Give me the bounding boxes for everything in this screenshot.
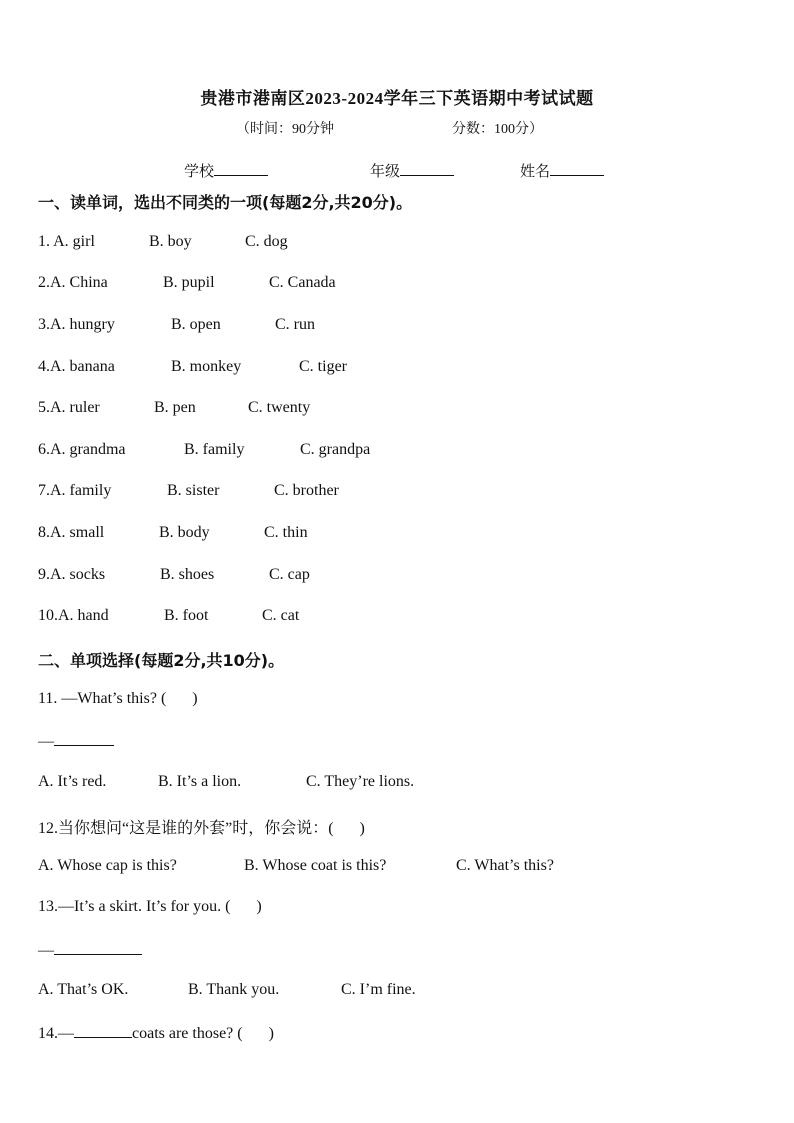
option-a: A. That’s OK. [38, 981, 129, 998]
option-c: C. They’re lions. [306, 773, 415, 790]
grade-blank [400, 161, 454, 176]
question-stem-text: 13.—It’s a skirt. It’s for you. ( [38, 898, 231, 915]
option-b: B. It’s a lion. [158, 773, 242, 790]
option-a: 7.A. family [38, 482, 112, 499]
option-a: 1. A. girl [38, 233, 95, 250]
option-a: 6.A. grandma [38, 441, 126, 458]
paren-close: ) [359, 820, 365, 837]
option-b: B. boy [149, 233, 192, 250]
option-c: C. brother [274, 482, 339, 499]
school-blank [214, 161, 268, 176]
option-a: 8.A. small [38, 524, 105, 541]
name-label: 姓名 [520, 164, 551, 180]
question-14-stem [38, 1023, 274, 1043]
option-a: A. It’s red. [38, 773, 107, 790]
question-stem-pre: 14.— [38, 1025, 74, 1042]
option-b: B. shoes [160, 566, 215, 583]
section-2-title: 二、单项选择(每题2分,共10分)。 [38, 651, 285, 670]
option-b: B. body [159, 524, 210, 541]
option-b: B. pupil [163, 274, 215, 291]
option-b: B. sister [167, 482, 220, 499]
option-c: C. tiger [299, 358, 347, 375]
option-a: 2.A. China [38, 274, 108, 291]
question-12-stem [38, 815, 365, 838]
option-c: C. What’s this? [456, 857, 554, 874]
option-b: B. Whose coat is this? [244, 857, 387, 874]
option-b: B. foot [164, 607, 209, 624]
question-11-answer-line [38, 731, 114, 751]
option-a: 5.A. ruler [38, 399, 100, 416]
school-label: 学校 [184, 164, 215, 180]
option-c: C. I’m fine. [341, 981, 416, 998]
option-a: 10.A. hand [38, 607, 109, 624]
answer-dash: — [38, 733, 54, 750]
paren-close: ) [268, 1025, 274, 1042]
name-field [520, 160, 604, 181]
option-a: 3.A. hungry [38, 316, 115, 333]
option-c: C. grandpa [300, 441, 371, 458]
question-stem-text: 11. —What’s this? ( [38, 690, 167, 707]
answer-blank [74, 1023, 132, 1038]
option-a: A. Whose cap is this? [38, 857, 177, 874]
option-c: C. dog [245, 233, 288, 250]
option-b: B. Thank you. [188, 981, 280, 998]
answer-blank [54, 731, 114, 746]
option-c: C. cat [262, 607, 300, 624]
option-b: B. monkey [171, 358, 242, 375]
question-stem-post: coats are those? ( [132, 1025, 243, 1042]
exam-title: 贵港市港南区2023-2024学年三下英语期中考试试题 [200, 89, 594, 108]
option-c: C. twenty [248, 399, 311, 416]
paren-close: ) [256, 898, 262, 915]
question-stem-text: 12.当你想问“这是谁的外套”时，你会说：( [38, 820, 334, 837]
question-13-answer-line [38, 940, 142, 960]
option-c: C. thin [264, 524, 308, 541]
grade-field [370, 160, 454, 181]
question-11-stem [38, 690, 198, 708]
option-b: B. open [171, 316, 221, 333]
question-13-stem [38, 898, 262, 916]
option-c: C. cap [269, 566, 310, 583]
option-a: 9.A. socks [38, 566, 106, 583]
school-field [184, 160, 268, 181]
grade-label: 年级 [370, 164, 401, 180]
option-c: C. Canada [269, 274, 336, 291]
option-b: B. pen [154, 399, 196, 416]
option-b: B. family [184, 441, 245, 458]
exam-time: （时间：90分钟 [236, 122, 334, 137]
exam-score: 分数：100分） [452, 122, 543, 137]
option-a: 4.A. banana [38, 358, 115, 375]
answer-dash: — [38, 942, 54, 959]
answer-blank [54, 940, 142, 955]
paren-close: ) [192, 690, 198, 707]
option-c: C. run [275, 316, 315, 333]
name-blank [550, 161, 604, 176]
section-1-title: 一、读单词，选出不同类的一项(每题2分,共20分)。 [38, 193, 413, 212]
